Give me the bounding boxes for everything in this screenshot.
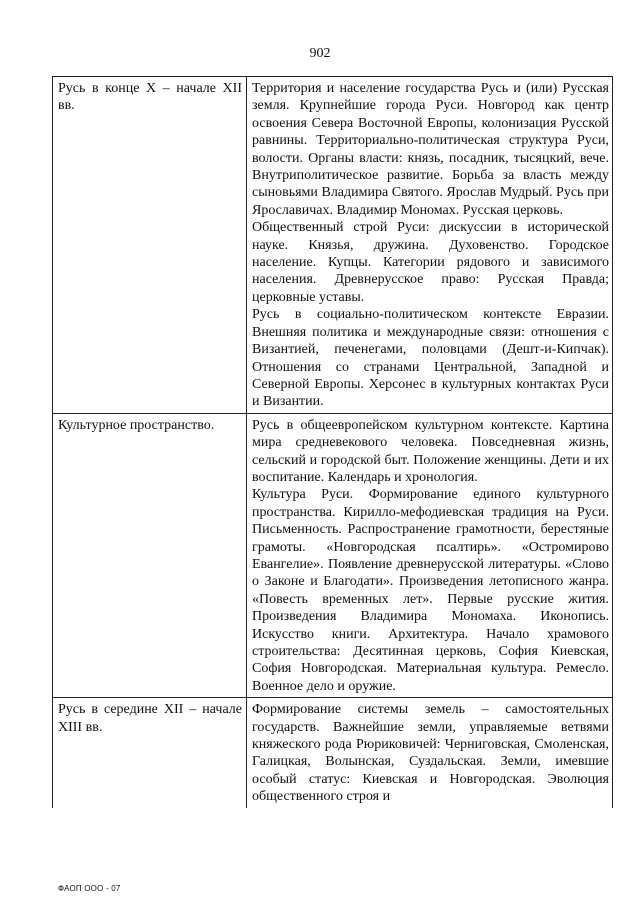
topic-cell: Культурное пространство. <box>53 413 247 698</box>
description-cell <box>247 698 613 808</box>
page-number: 902 <box>309 46 331 61</box>
description-paragraph: Территория и население государства Русь и (или) Русская земля. Крупнейшие города Руси. Новгород как центр освоения Севера Восточной Европы, колонизация Русской равнины. Территориально-политическая структура Руси, волости. Органы власти: князь, посадник, тысяцкий, вече. Внутриполитическое развитие. Борьба за власть между сыновьями Владимира Святого. Ярослав Мудрый. Русь при Ярославичах. Владимир Мономах. Русская церковь. <box>252 81 609 218</box>
topic-cell: Русь в конце X – начале XII вв. <box>53 77 247 414</box>
topic-cell: Русь в середине XII – начале XIII вв. <box>53 698 247 808</box>
description-cell <box>247 77 613 414</box>
description-cell <box>247 413 613 698</box>
description-paragraph: Формирование системы земель – самостоятельных государств. Важнейшие земли, управляемые ветвями княжеского рода Рюриковичей: Черниговская, Смоленская, Галицкая, Волынская, Суздальская. Земли, имевшие особый статус: Киевская и Новгородская. Эволюция общественного строя и <box>252 702 609 805</box>
description-paragraph: Культура Руси. Формирование единого культурного пространства. Кирилло-мефодиевская традиция на Руси. Письменность. Распространение грамотности, берестяные грамоты. «Новгородская псалтирь». «Остромирово Евангелие». Появление древнерусской литературы. «Слово о Законе и Благодати». Произведения летописного жанра. «Повесть временных лет». Первые русские жития. Произведения Владимира Мономаха. Иконопись. Искусство книги. Архитектура. Начало храмового строительства: Десятинная церковь, София Киевская, София Новгородская. Материальная культура. Ремесло. Военное дело и оружие. <box>252 487 609 694</box>
table-row <box>53 413 613 698</box>
description-paragraph: Русь в социально-политическом контексте Евразии. Внешняя политика и международные связи: отношения с Византией, печенегами, половцами (Дешт-и-Кипчак). Отношения со странами Центральной, Западной и Северной Европы. Херсонес в культурных контактах Руси и Византии. <box>252 307 609 410</box>
curriculum-table <box>52 76 613 808</box>
table-row <box>53 698 613 808</box>
description-paragraph: Общественный строй Руси: дискуссии в исторической науке. Князья, дружина. Духовенство. Городское население. Купцы. Категории рядового и зависимого населения. Древнерусское право: Русская Правда; церковные уставы. <box>252 220 609 305</box>
table-row <box>53 77 613 414</box>
page-footer: ФАОП ООО - 07 <box>58 884 121 893</box>
description-paragraph: Русь в общеевропейском культурном контексте. Картина мира средневекового человека. Повседневная жизнь, сельский и городской быт. Положение женщины. Дети и их воспитание. Календарь и хронология. <box>252 417 609 485</box>
